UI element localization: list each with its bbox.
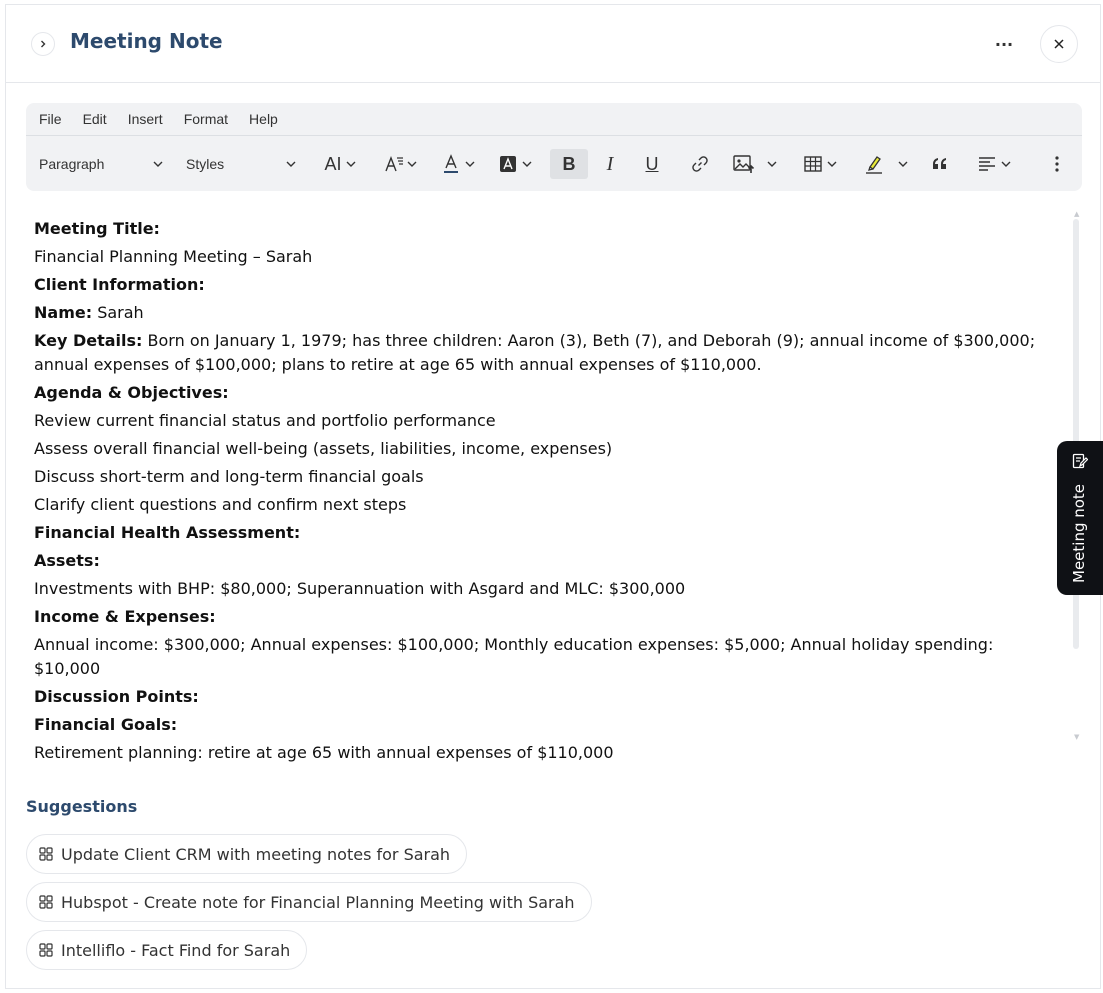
toolbar-more-button[interactable] (1046, 149, 1068, 179)
meeting-title-label: Meeting Title: (34, 219, 160, 238)
suggestions-title: Suggestions (26, 797, 138, 816)
meeting-note-side-tab[interactable] (1057, 441, 1103, 595)
agenda-item: Clarify client questions and confirm next steps (34, 495, 407, 514)
italic-button[interactable] (596, 149, 624, 179)
chevron-down-icon (898, 160, 908, 168)
discussion-points-label: Discussion Points: (34, 687, 199, 706)
background-color-icon (499, 155, 517, 173)
income-expenses-label: Income & Expenses: (34, 607, 216, 626)
menu-bar (26, 103, 1082, 136)
font-family-button[interactable] (380, 149, 420, 179)
chevron-down-icon (153, 160, 163, 168)
background-color-button[interactable] (496, 149, 534, 179)
collapse-button[interactable] (31, 32, 55, 56)
more-options-button[interactable] (991, 31, 1017, 57)
suggestion-label: Hubspot - Create note for Financial Planning Meeting with Sarah (61, 892, 575, 912)
chevron-down-icon (827, 160, 837, 168)
chevron-down-icon (286, 160, 296, 168)
styles-select[interactable] (186, 149, 296, 179)
insert-table-button[interactable] (800, 149, 840, 179)
menu-insert[interactable]: Insert (127, 111, 163, 127)
agenda-item: Discuss short-term and long-term financial goals (34, 467, 424, 486)
paragraph-select[interactable] (39, 149, 163, 179)
menu-edit[interactable]: Edit (82, 111, 107, 127)
vertical-dots-icon (1055, 156, 1059, 172)
page-title: Meeting Note (70, 29, 223, 53)
assets-value: Investments with BHP: $80,000; Superannuation with Asgard and MLC: $300,000 (34, 579, 686, 598)
menu-format[interactable]: Format (183, 111, 229, 127)
health-assessment-label: Financial Health Assessment: (34, 523, 301, 542)
chevron-down-icon (522, 160, 532, 168)
panel-header (6, 5, 1100, 83)
scroll-up-arrow[interactable]: ▲ (1074, 210, 1080, 218)
chevron-down-icon (407, 160, 417, 168)
blockquote-button[interactable] (926, 149, 954, 179)
italic-icon: I (606, 152, 614, 175)
financial-goals-value: Retirement planning: retire at age 65 with annual expenses of $110,000 (34, 743, 614, 762)
text-color-button[interactable] (439, 149, 477, 179)
chevron-down-icon (465, 160, 475, 168)
note-edit-icon (1072, 453, 1088, 469)
suggestion-chip[interactable] (26, 882, 592, 922)
side-tab-label: Meeting note (1070, 483, 1088, 583)
highlight-button[interactable] (858, 149, 914, 179)
suggestion-chip[interactable] (26, 930, 307, 970)
scroll-down-arrow[interactable]: ▼ (1074, 733, 1080, 741)
key-details-line: Key Details: Born on January 1, 1979; has three children: Aaron (3), Beth (7), and Deborah (9); annual income of $300,000; annual expenses of $100,000; plans to retire at age 65 with annual expenses of $110,000. (34, 331, 1036, 374)
menu-file[interactable]: File (39, 111, 62, 127)
more-icon: ··· (994, 34, 1014, 54)
font-size-icon: AI (324, 153, 342, 174)
styles-select-label: Styles (186, 156, 225, 172)
align-button[interactable] (974, 149, 1014, 179)
font-family-icon (384, 155, 404, 173)
paragraph-select-label: Paragraph (39, 156, 105, 172)
meeting-title-value: Financial Planning Meeting – Sarah (34, 247, 313, 266)
income-expenses-value: Annual income: $300,000; Annual expenses: $100,000; Monthly education expenses: $5,000; Annual holiday spending: $10,000 (34, 635, 994, 678)
bold-button[interactable] (550, 149, 588, 179)
agenda-item: Review current financial status and portfolio performance (34, 411, 496, 430)
editor-toolbar (26, 103, 1082, 191)
close-icon (1053, 38, 1065, 50)
grid-icon (39, 895, 53, 909)
meeting-note-panel (5, 4, 1101, 989)
font-size-button[interactable] (320, 149, 360, 179)
grid-icon (39, 943, 53, 957)
insert-image-button[interactable] (726, 149, 784, 179)
suggestion-label: Intelliflo - Fact Find for Sarah (61, 940, 291, 960)
financial-goals-label: Financial Goals: (34, 715, 178, 734)
bold-icon: B (562, 153, 576, 174)
text-color-icon (442, 154, 460, 174)
table-icon (804, 156, 822, 172)
chevron-right-icon (38, 39, 48, 49)
suggestion-chip[interactable] (26, 834, 467, 874)
client-info-label: Client Information: (34, 275, 205, 294)
client-name-line: Name: Sarah (34, 303, 144, 322)
quote-icon (931, 157, 949, 171)
menu-help[interactable]: Help (249, 111, 278, 127)
agenda-label: Agenda & Objectives: (34, 383, 229, 402)
assets-label: Assets: (34, 551, 100, 570)
chevron-down-icon (767, 160, 777, 168)
link-button[interactable] (686, 149, 714, 179)
format-toolbar-row (26, 137, 1082, 191)
align-left-icon (978, 157, 996, 171)
grid-icon (39, 847, 53, 861)
chevron-down-icon (346, 160, 356, 168)
close-button[interactable] (1040, 25, 1078, 63)
link-icon (691, 155, 709, 173)
underline-button[interactable] (638, 149, 666, 179)
highlighter-icon (864, 154, 884, 174)
underline-icon: U (645, 153, 659, 174)
suggestion-label: Update Client CRM with meeting notes for Sarah (61, 844, 451, 864)
agenda-item: Assess overall financial well-being (assets, liabilities, income, expenses) (34, 439, 613, 458)
note-editor[interactable] (34, 217, 1064, 762)
chevron-down-icon (1001, 160, 1011, 168)
image-icon (733, 154, 755, 174)
